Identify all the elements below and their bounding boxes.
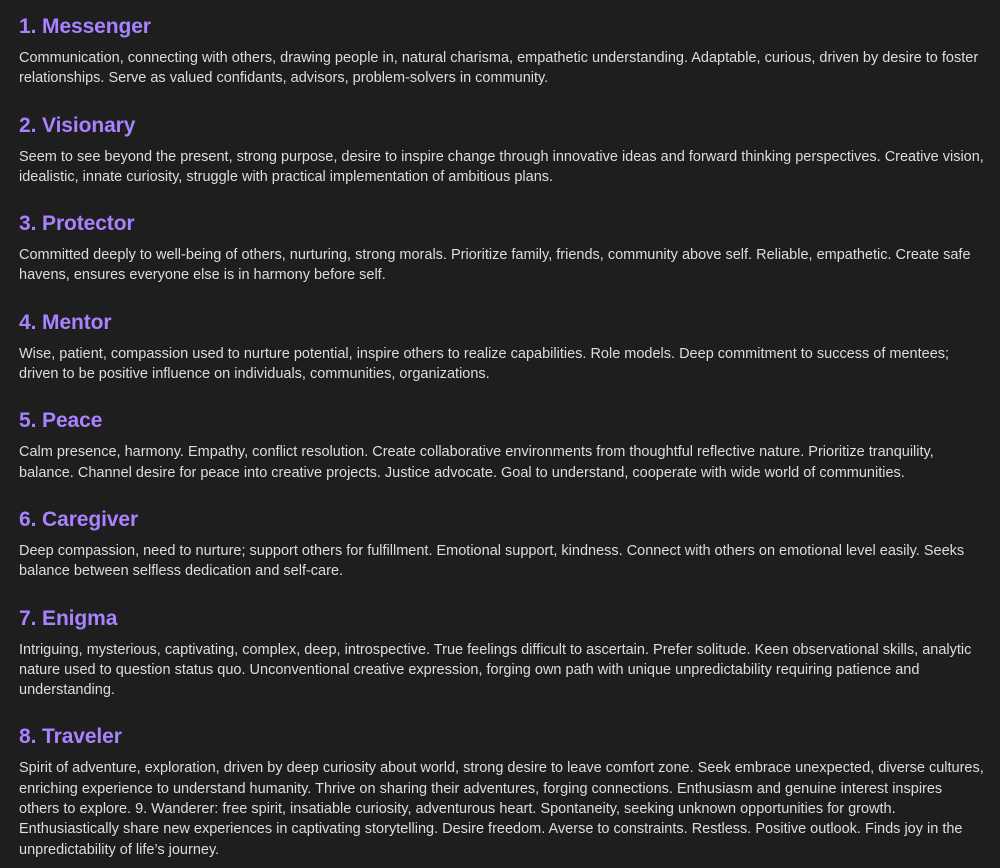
section-heading: 6. Caregiver xyxy=(19,507,139,531)
section-peace xyxy=(19,406,986,483)
section-heading: 2. Visionary xyxy=(19,113,136,137)
section-text: Calm presence, harmony. Empathy, conflict resolution. Create collaborative environments from thoughtful reflective nature. Prioritize tranquility, balance. Channel desire for peace into creative projects. Justice advocate. Goal to understand, cooperate with wide world of communities. xyxy=(19,444,934,481)
section-caregiver xyxy=(19,505,986,582)
section-text: Seem to see beyond the present, strong purpose, desire to inspire change through innovative ideas and forward thinking perspectives. Creative vision, idealistic, innate curiosity, struggle with practical implementation of ambitious plans. xyxy=(19,148,984,185)
section-text: Spirit of adventure, exploration, driven by deep curiosity about world, strong desire to leave comfort zone. Seek embrace unexpected, diverse cultures, enriching experience to understand humanity. Thrive on sharing their adventures, forging connections. Enthusiasm and genuine interest inspires others to explore. 9. Wanderer: free spirit, insatiable curiosity, adventurous heart. Spontaneity, seeking unknown opportunities for growth. Enthusiastically share new experiences in captivating storytelling. Desire freedom. Averse to constraints. Restless. Positive outlook. Finds joy in the unpredictability of life’s journey. xyxy=(19,760,984,858)
section-traveler xyxy=(19,722,986,859)
section-text: Committed deeply to well-being of others, nurturing, strong morals. Prioritize family, friends, community above self. Reliable, empathetic. Create safe havens, ensures everyone else is in harmony before self. xyxy=(19,247,971,284)
section-enigma xyxy=(19,604,986,701)
section-heading: 4. Mentor xyxy=(19,310,112,334)
section-heading: 3. Protector xyxy=(19,212,135,236)
section-protector xyxy=(19,209,986,286)
section-text: Deep compassion, need to nurture; support others for fulfillment. Emotional support, kindness. Connect with others on emotional level easily. Seeks balance between selfless dedication and self-care. xyxy=(19,542,965,580)
section-heading: 7. Enigma xyxy=(19,606,118,630)
section-text: Wise, patient, compassion used to nurture potential, inspire others to realize capabilities. Role models. Deep commitment to success of mentees; driven to be positive influence on individuals, communities, organizations. xyxy=(19,345,950,383)
section-messenger xyxy=(19,12,986,89)
section-text: Intriguing, mysterious, captivating, complex, deep, introspective. True feelings difficult to ascertain. Prefer solitude. Keen observational skills, analytic nature used to question status quo. Unconventional creative expression, forging own path with unique unpredictability requiring patience and understanding. xyxy=(19,641,972,699)
section-heading: 1. Messenger xyxy=(19,15,151,38)
section-heading: 5. Peace xyxy=(19,409,103,433)
section-visionary xyxy=(19,111,986,188)
section-mentor xyxy=(19,308,986,385)
section-heading: 8. Traveler xyxy=(19,725,122,749)
section-text: Communication, connecting with others, drawing people in, natural charisma, empathetic understanding. Adaptable, curious, driven by desire to foster relationships. Serve as valued confidants, advisors, problem-solvers in community. xyxy=(19,50,979,87)
